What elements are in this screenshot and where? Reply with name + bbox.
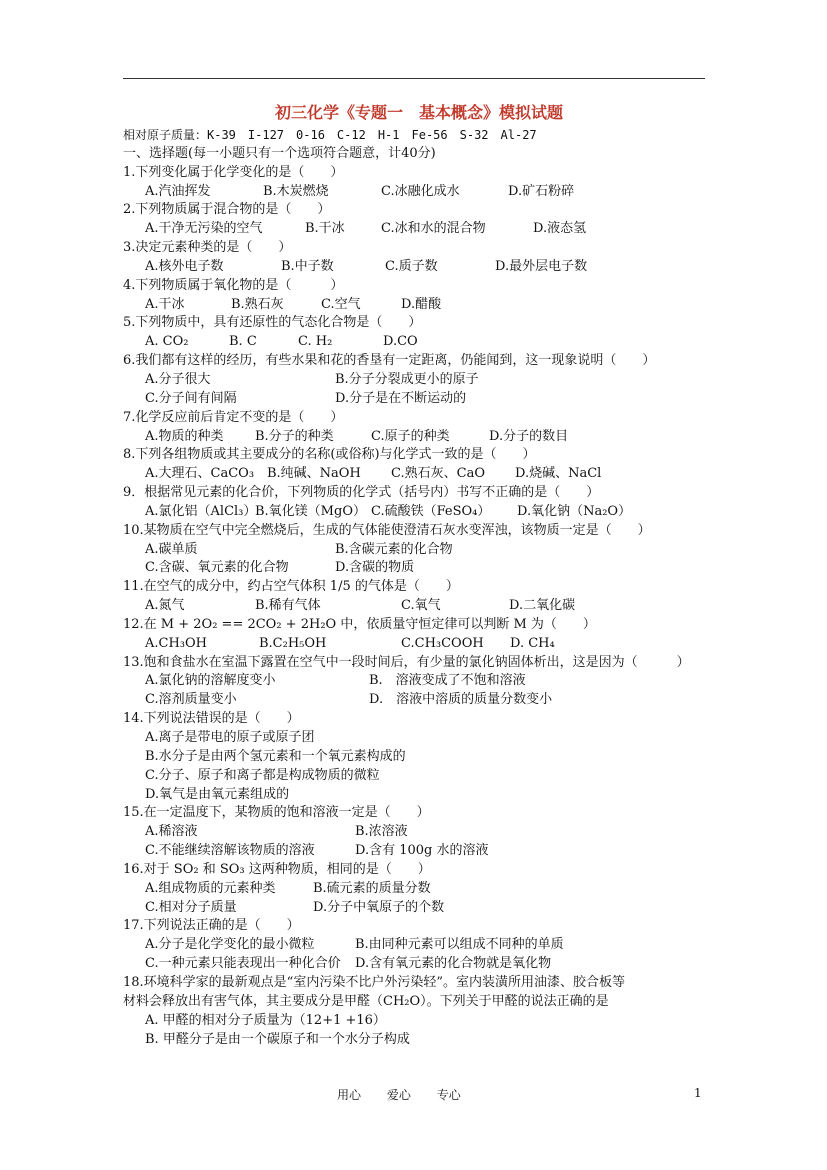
option-row: [123, 1031, 723, 1050]
answer-option: D. 溶液中溶质的质量分数变小: [369, 692, 553, 708]
option-row: [123, 691, 723, 710]
answer-option: B.含碳元素的化合物: [335, 541, 453, 557]
answer-option: D.CO: [383, 334, 418, 350]
question-stem: 12.在 M + 2O₂ == 2CO₂ + 2H₂O 中，依质量守恒定律可以判断 M 为（ ）: [123, 616, 596, 632]
footer-motto-2: 爱心: [386, 1088, 411, 1102]
answer-option: A.核外电子数: [145, 258, 224, 274]
option-row: [123, 748, 723, 767]
answer-option: A.碳单质: [145, 541, 198, 557]
answer-option: C.质子数: [385, 258, 438, 274]
atomic-masses: 相对原子质量：K-39 I-127 0-16 C-12 H-1 Fe-56 S-32 Al-27: [123, 128, 537, 142]
answer-option: C.氧气: [401, 598, 441, 614]
question-stem: 7.化学反应前后肯定不变的是（ ）: [123, 409, 344, 425]
answer-option: B.浓溶液: [355, 824, 408, 840]
answer-option: A.汽油挥发: [145, 183, 211, 199]
answer-option: B. 溶液变成了不饱和溶液: [369, 673, 526, 689]
exam-content: [123, 100, 723, 1049]
answer-option: B.中子数: [281, 258, 334, 274]
option-row: [123, 428, 723, 447]
answer-option: D.氧气是由氧元素组成的: [145, 786, 290, 802]
answer-option: A.CH₃OH: [145, 635, 208, 651]
option-row: [123, 465, 723, 484]
answer-option: A.分子很大: [145, 371, 211, 387]
answer-option: B.分子的种类: [255, 428, 334, 444]
answer-option: A.氮气: [145, 598, 185, 614]
answer-option: C.空气: [321, 296, 361, 312]
option-row: [123, 371, 723, 390]
page-number: 1: [694, 1086, 702, 1100]
answer-option: B. C: [229, 334, 257, 350]
header-rule: [123, 78, 705, 79]
footer-motto-1: 用心: [337, 1088, 362, 1102]
answer-option: A.组成物质的元素种类: [145, 880, 276, 896]
option-row: [123, 559, 723, 578]
answer-option: A.氯化钠的溶解度变小: [145, 673, 276, 689]
answer-option: A.离子是带电的原子或原子团: [145, 730, 315, 745]
answer-option: D.烧碱、NaCl: [515, 466, 602, 482]
question-stem: 6.我们都有这样的经历，有些水果和花的香垦有一定距离，仍能闻到，这一现象说明（ ）: [123, 353, 656, 369]
option-row: [123, 936, 723, 955]
answer-option: B.氧化镁（MgO）: [255, 503, 366, 519]
answer-option: C.原子的种类: [371, 428, 450, 444]
option-row: [123, 333, 723, 352]
answer-option: D. CH₄: [510, 635, 555, 651]
option-row: [123, 842, 723, 861]
answer-option: D.醋酸: [401, 296, 442, 312]
answer-option: D.氧化钠（Na₂O）: [517, 503, 632, 519]
option-row: [123, 635, 723, 654]
option-row: [123, 503, 723, 522]
question-stem: 13.饱和食盐水在室温下露置在空气中一段时间后，有少量的氯化钠固体析出，这是因为（ ）: [123, 654, 690, 670]
answer-option: C.相对分子质量: [145, 899, 237, 915]
answer-option: B. 甲醛分子是由一个碳原子和一个水分子构成: [145, 1031, 410, 1047]
option-row: [123, 955, 723, 974]
answer-option: B.纯碱、NaOH: [267, 466, 361, 482]
answer-option: D.含碳的物质: [335, 560, 415, 576]
answer-option: A.分子是化学变化的最小微粒: [145, 937, 315, 953]
answer-option: C.硫酸铁（FeSO₄）: [371, 503, 491, 519]
answer-option: B.稀有气体: [255, 598, 321, 614]
option-row: [123, 183, 723, 202]
option-row: [123, 1012, 723, 1031]
answer-option: C.熟石灰、CaO: [391, 466, 485, 482]
answer-option: C.溶剂质量变小: [145, 692, 237, 708]
answer-option: B.分子分裂成更小的原子: [335, 371, 479, 387]
answer-option: B.熟石灰: [231, 296, 284, 312]
question-stem: 9．根据常见元素的化合价，下列物质的化学式（括号内）书写不正确的是（ ）: [123, 485, 600, 501]
answer-option: C.不能继续溶解该物质的溶液: [145, 843, 315, 859]
question-stem: 18.环境科学家的最新观点是“室内污染不比户外污染轻”。室内装潢所用油漆、胶合板等: [123, 974, 625, 990]
question-stem: 14.下列说法错误的是（ ）: [123, 711, 300, 727]
option-row: [123, 823, 723, 842]
answer-option: A.物质的种类: [145, 428, 224, 444]
answer-option: D.分子是在不断运动的: [335, 390, 467, 406]
answer-option: A.干冰: [145, 296, 185, 312]
question-stem: 11.在空气的成分中，约占空气体积 1/5 的气体是（ ）: [123, 579, 459, 595]
option-row: [123, 258, 723, 277]
answer-option: A. CO₂: [145, 334, 189, 350]
option-row: [123, 993, 723, 1012]
answer-option: C.冰融化成水: [381, 183, 460, 199]
answer-option: D.最外层电子数: [495, 258, 588, 274]
option-row: [123, 296, 723, 315]
question-stem: 4.下列物质属于氧化物的是（ ）: [123, 277, 344, 293]
answer-option: C.冰和水的混合物: [381, 221, 486, 237]
option-row: [123, 672, 723, 691]
question-stem: 15.在一定温度下，某物质的饱和溶液一定是（ ）: [123, 805, 430, 821]
answer-option: C.一种元素只能表现出一种化合价: [145, 956, 341, 972]
answer-option: D.分子中氧原子的个数: [313, 899, 445, 915]
question-stem: 16.对于 SO₂ 和 SO₃ 这两种物质，相同的是（ ）: [123, 861, 431, 877]
answer-option: D.液态氢: [533, 221, 587, 237]
answer-option: C.CH₃COOH: [401, 635, 484, 651]
answer-option: D.矿石粉碎: [508, 183, 575, 199]
option-row: [123, 390, 723, 409]
question-stem: 5.下列物质中，具有还原性的气态化合物是（ ）: [123, 315, 422, 331]
option-row: [123, 880, 723, 899]
option-row: [123, 220, 723, 239]
answer-option: C.含碳、氧元素的化合物: [145, 560, 289, 576]
answer-option: C.分子间有间隔: [145, 390, 237, 406]
answer-option: D.二氧化碳: [509, 598, 576, 614]
answer-option: C.分子、原子和离子都是构成物质的微粒: [145, 767, 380, 783]
question-stem: 1.下列变化属于化学变化的是（ ）: [123, 164, 344, 180]
answer-option: A.大理石、CaCO₃: [145, 466, 255, 482]
question-stem: 3.决定元素种类的是（ ）: [123, 240, 292, 256]
answer-option: B.木炭燃烧: [263, 183, 329, 199]
option-row: [123, 786, 723, 805]
section-heading: 一、选择题(每一小题只有一个选项符合题意，计40分): [123, 145, 436, 161]
answer-option: B.水分子是由两个氢元素和一个氧元素构成的: [145, 748, 406, 764]
answer-option: 材料会释放出有害气体，其主要成分是甲醛（CH₂O）。下列关于甲醛的说法正确的是: [123, 993, 609, 1009]
answer-option: A.干净无污染的空气: [145, 221, 263, 237]
answer-option: B.硫元素的质量分数: [313, 880, 431, 896]
option-row: [123, 541, 723, 560]
answer-option: A.稀溶液: [145, 824, 198, 840]
answer-option: D.含有氧元素的化合物就是氧化物: [355, 956, 552, 972]
answer-option: B.由同种元素可以组成不同种的单质: [355, 937, 564, 953]
footer-motto: [337, 1086, 483, 1103]
question-list: [123, 164, 723, 1050]
answer-option: A.氯化铝（AlCl₃）: [145, 503, 257, 519]
page-title: 初三化学《专题一 基本概念》模拟试题: [274, 103, 563, 122]
answer-option: B.C₂H₅OH: [259, 635, 327, 651]
option-row: [123, 597, 723, 616]
question-stem: 2.下列物质属于混合物的是（ ）: [123, 202, 331, 218]
question-stem: 10.某物质在空气中完全燃烧后，生成的气体能使澄清石灰水变浑浊，该物质一定是（ ）: [123, 522, 651, 538]
question-stem: 17.下列说法正确的是（ ）: [123, 918, 300, 934]
option-row: [123, 899, 723, 918]
footer-motto-3: 专心: [436, 1088, 461, 1102]
answer-option: A. 甲醛的相对分子质量为（12+1 +16）: [145, 1012, 386, 1028]
option-row: [123, 767, 723, 786]
answer-option: D.分子的数目: [489, 428, 569, 444]
answer-option: D.含有 100g 水的溶液: [355, 843, 489, 859]
answer-option: B.干冰: [305, 221, 345, 237]
answer-option: C. H₂: [298, 334, 333, 350]
question-stem: 8.下列各组物质或其主要成分的名称(或俗称)与化学式一致的是（ ）: [123, 447, 536, 463]
option-row: [123, 729, 723, 748]
